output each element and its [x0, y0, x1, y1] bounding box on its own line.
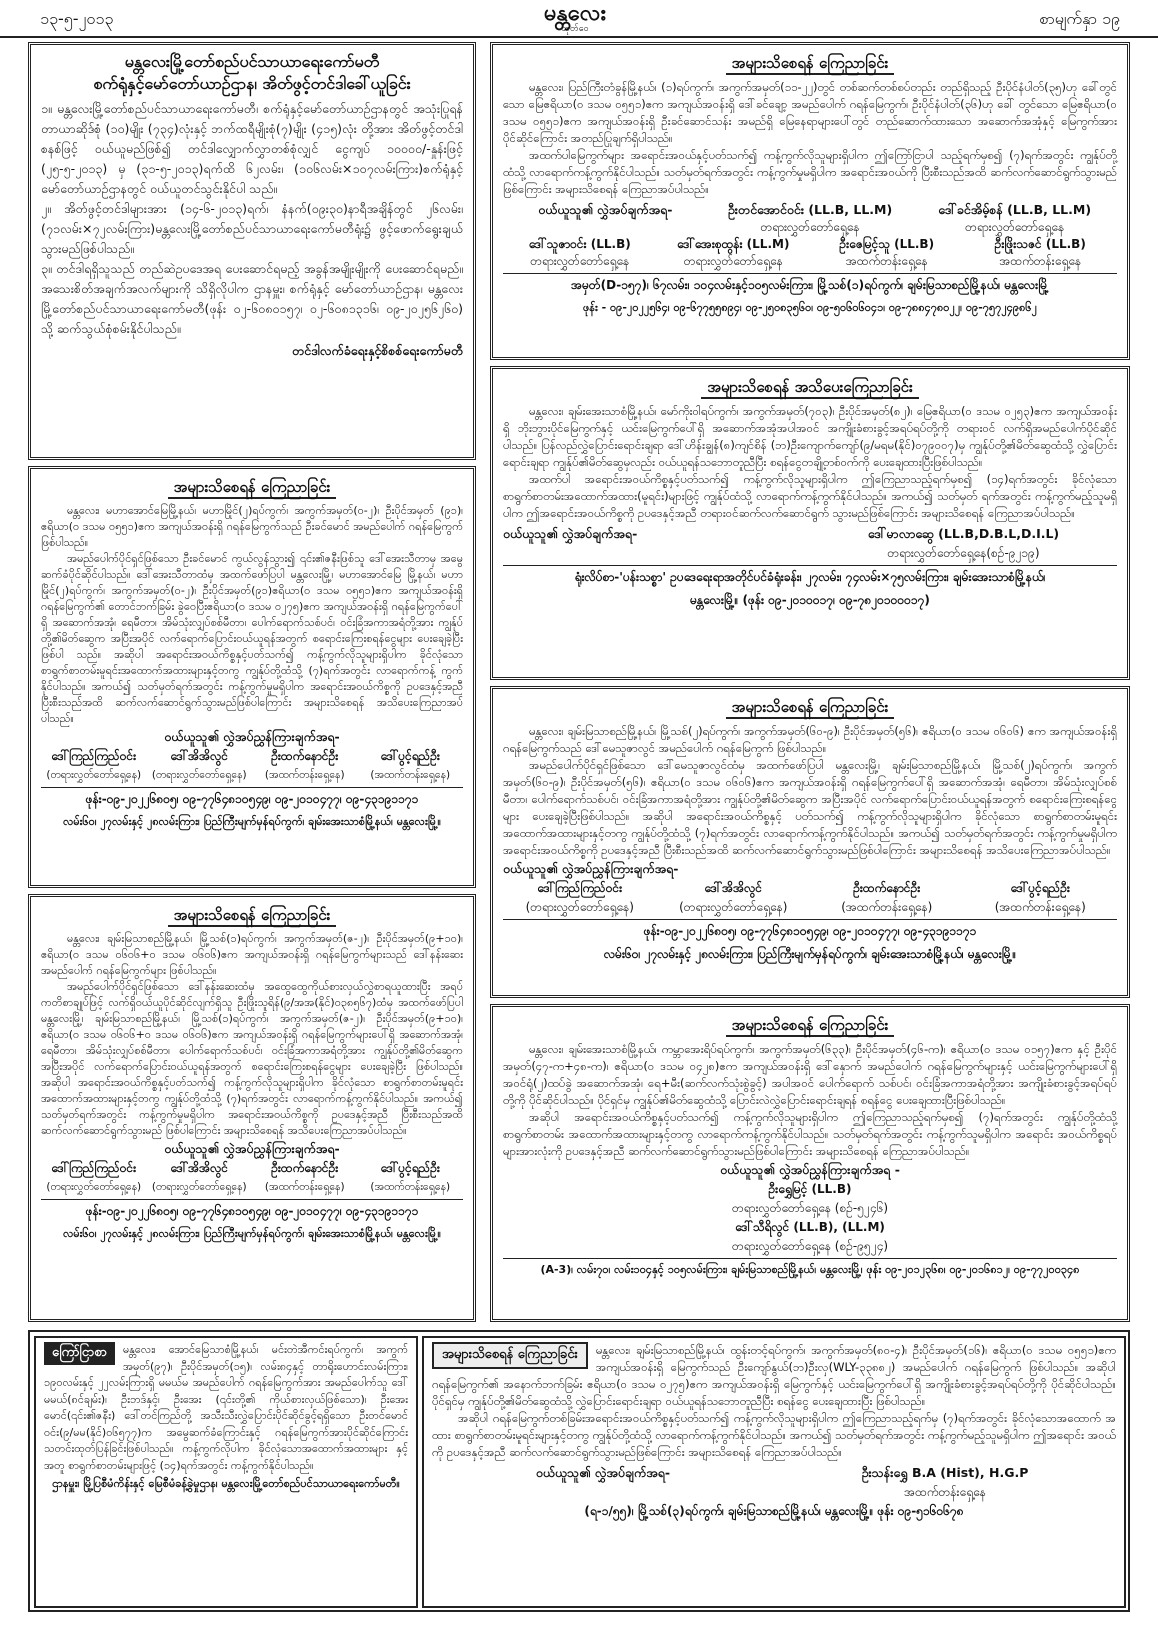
notice-2-lawyers	[503, 200, 1117, 270]
notice-4-para-1: မန္တလေး၊ ချမ်းအေးသာစံမြို့နယ်၊ မော်ကိုးဝါရပ်ကွက်၊ အကွက်အမှတ်(၇၀၃)၊ ဦးပိုင်အမှတ်(၈၂)၊ မြေဧရိယာ(၀ ဒသမ ၀၂၅၃)ဧက အကျယ်အဝန်းရှိ ဘိုးဘွားပိုင်မြေကွက်နှင့် ယင်းမြေကွက်ပေါ်ရှိ အဆောက်အအုံအပါအဝင် အကျိုးခံစားခွင့်အရပ်ရပ်တို့ကို တရားဝင် လက်ရှိအမည်ပေါက်ပိုင်ဆိုင်ပါသည်။ ပြန်လည်လွှဲပြောင်းရောင်းချရာ ဒေါ်ဟိန်းချွန်(၈)ကျင်စိန် (ဘ)ဦးကျောက်ကျော်(၉/မရမ(နိုင်)၀၇၉၀၀၇)မှ ကျွန်ုပ်တို့၏မိတ်ဆွေထံသို့ လွှဲပြောင်းရောင်းချရာ ကျွန်ုပ်၏မိတ်ဆွေမှလည်း ဝယ်ယူရန်သဘောတူညီပြီး စရန်ငွေတချို့တစ်ဝက်ကို ပေးချေထားပြီးဖြစ်ပါသည်။	[503, 404, 1117, 469]
notice-5-lawyer-2: ဒေါ်အိအိလွင်	[704, 881, 763, 895]
notice-9-para-1: မန္တလေး၊ ချမ်းမြသာစည်မြို့နယ်၊ ထွန်းတင့်ရပ်ကွက်၊ အကွက်အမှတ်(၈၀-၄)၊ ဦးပိုင်အမှတ်(၁၆)၊ ဧရိယာ(၀ ဒသမ ၀၅၅၁)ဧက အကျယ်အဝန်းရှိ မြေကွက်သည် ဦးကျော်နွယ်(ဘ)ဦးလှ(WLY-၃၃၈၈၂) အမည်ပေါက် ဂရန်မြေကွက် ဖြစ်ပါသည်။ အဆိုပါ ဂရန်မြေကွက်၏ အနောက်ဘက်ခြမ်း ဧရိယာ(၀ ဒသမ ၀၂၇၅)ဧက အကျယ်အဝန်းရှိ မြေကွက်နှင့် ယင်းမြေကွက်ပေါ်ရှိ အကျိုးခံစားခွင့်အရပ်ရပ်တို့ကို ပိုင်ဆိုင်ပါသည်။ ပိုင်ရှင်မှ ကျွန်ုပ်တို့၏မိတ်ဆွေထံသို့ လွှဲပြောင်းရောင်းချရာ ဝယ်ယူရန်သဘောတူညီပြီး စရန်ငွေ ပေးချေထားပြီး ဖြစ်ပါသည်။	[432, 1343, 1116, 1408]
notice-3-role-3: (အထက်တန်းရှေ့နေ)	[264, 769, 345, 781]
masthead-logo	[510, 2, 640, 34]
notice-7-para-2: အဆိုပါ အရောင်းအဝယ်ကိစ္စနှင့်ပတ်သက်၍ ကန့်ကွက်လိုသူများရှိပါက ဤကြေညာသည့်ရက်မှစ၍ (၇)ရက်အတွင်း ကျွန်ုပ်တို့ထံသို့ စာရွက်စာတမ်း အထောက်အထားများနှင့်တကွ လာရောက်ကန့်ကွက်နိုင်ပါသည်။ သတ်မှတ်ရက်အတွင်း ကန့်ကွက်သူမရှိပါက အရောင်း အဝယ်ကိစ္စရပ်များအားလုံးကို ဥပဒေနှင့်အညီ ဆက်လက်ဆောင်ရွက်သွားမည်ဖြစ်ပါကြောင်း အများသိစေရန် ကြေညာအပ်ပါသည်။	[503, 1110, 1117, 1158]
notice-2-address: အမှတ်(D-၁၅၇)၊ ၆၇လမ်း၊ ၁၀၄လမ်းနှင့်၁၀၅လမ်းကြား၊ မြို့သစ်(၁)ရပ်ကွက်၊ ချမ်းမြသာစည်မြို့နယ်၊ မန္တလေးမြို့	[503, 273, 1117, 294]
notice-7-footer: (A-3)၊ လမ်း၇၀၊ လမ်း၁၀၄နှင့် ၁၀၅လမ်းကြား၊ ချမ်းမြသာစည်မြို့နယ်၊ မန္တလေးမြို့၊ ဖုန်း ၀၉-၂၀၁၂၃၆၈၊ ၀၉-၂၀၁၆၈၁၂၊ ၀၉-၇၇၂၀၀၃၄၈	[503, 1258, 1117, 1279]
notice-6-address: လမ်း၆၀၊ ၂၇လမ်းနှင့် ၂၈လမ်းကြား၊ ပြည်ကြီးမျက်မှန်ရပ်ကွက်၊ ချမ်းအေးသာစံမြို့နယ်၊ မန္တလေးမြို့။	[63, 1227, 441, 1240]
notice-5-phones: ဖုန်း-၀၉-၂၀၂၂၆၈၀၅၊ ၀၉-၇၇၆၄၈၁၀၅၄၉၊ ၀၉-၂၀၁၀၄၇၇၊ ၀၉-၄၃၁၉၁၁၇၁	[503, 919, 1117, 940]
notice-4-lawyer-role: တရားလွှတ်တော်ရှေ့နေ(စဉ်-၉၂၁၉)	[887, 546, 1040, 560]
notice-3-role-2: (တရားလွှတ်တော်ရှေ့နေ)	[151, 769, 247, 781]
notice-6-role-3: (အထက်တန်းရှေ့နေ)	[264, 1181, 345, 1193]
notice-6-para-2: အမည်ပေါက်ပိုင်ရှင်ဖြစ်သော ဒေါ်နန်းဆေးထံမှ အထွေထွေကိုယ်စားလှယ်လွှဲစာရယူထားပြီး အရပ် ကတိစာချုပ်ဖြင့် လက်ရှိဝယ်ယူပိုင်ဆိုင်လျက်ရှိသူ ဦးဖြိုးသူရိန်(၉/အအ(နိုင်)၀၃၈၅၆၇)ထံမှ အထက်ဖော်ပြပါ မန္တလေးမြို့၊ ချမ်းမြသာစည်မြို့နယ်၊ မြို့သစ်(၁)ရပ်ကွက်၊ အကွက်အမှတ်(ဇ-၂)၊ ဦးပိုင်အမှတ်(၉+၁၀)၊ ဧရိယာ(၀ ဒသမ ၀၆၀၆+၀ ဒသမ ၀၆၀၆)ဧက အကျယ်အဝန်းရှိ ဂရန်မြေကွက်များပေါ်ရှိ အဆောက်အအုံ၊ ရေမီတာ၊ အိမ်သုံးလျှပ်စစ်မီတာ၊ ပေါက်ရောက်သစ်ပင်၊ ဝင်းခြံအကာအရံတို့အား ကျွန်ုပ်တို့၏မိတ်ဆွေက အပြီးအပိုင် လက်ရောက်ပြောင်းဝယ်ယူရန်အတွက် စရောင်းကြေးစရန်ငွေများ ပေးချေခဲ့ပြီး ဖြစ်ပါသည်။ အဆိုပါ အရောင်းအဝယ်ကိစ္စနှင့်ပတ်သက်၍ ကန့်ကွက်လိုသူများရှိပါက ခိုင်လုံသော စာရွက်စာတမ်းမူရင်း အထောက်အထားများနှင့်တကွ ကျွန်ုပ်တို့ထံသို့ (၇)ရက်အတွင်း လာရောက်ကန့်ကွက်နိုင်ပါသည်။ အကယ်၍ သတ်မှတ်ရက်အတွင်း ကန့်ကွက်မှုမရှိပါက အရောင်းအဝယ်ကိစ္စကို ဥပဒေနှင့်အညီ ပြီးစီးသည်အထိ ဆက်လက်ဆောင်ရွက်သွားမည် ဖြစ်ပါကြောင်း အများသိစေရန် အသိပေးကြေညာအပ်ပါသည်။	[41, 980, 463, 1137]
notice-2-buyer-label: ဝယ်ယူသူ၏ လွှဲအပ်ချက်အရ-	[538, 202, 673, 217]
notice-9-para-2: အဆိုပါ ဂရန်မြေကွက်တစ်ခြမ်းအရောင်းအဝယ်ကိစ္စနှင့်ပတ်သက်၍ ကန့်ကွက်လိုသူများရှိပါက ဤကြေညာသည့်ရက်မှ (၇)ရက်အတွင်း ခိုင်လုံသောအထောက် အထား စာရွက်စာတမ်းမူရင်းများနှင့်တကွ ကျွန်ုပ်တို့ထံသို့ လာရောက်ကန့်ကွက်နိုင်ပါသည်။ အကယ်၍ သတ်မှတ်ရက်အတွင်း ကန့်ကွက်မည့်သူမရှိပါက ဤအရောင်း အဝယ်ကို ဥပဒေနှင့်အညီ ဆက်လက်ဆောင်ရွက်သွားမည်ဖြစ်ကြောင်း အများသိစေရန် ကြေညာအပ်ပါသည်။	[432, 1411, 1116, 1459]
notice-9-role: အထက်တန်းရှေ့နေ	[904, 1485, 986, 1499]
notice-5-para-1: မန္တလေး၊ ချမ်းမြသာစည်မြို့နယ်၊ မြို့သစ်(၂)ရပ်ကွက်၊ အကွက်အမှတ်(၆၀-၉)၊ ဦးပိုင်အမှတ်(၅၆)၊ ဧရိယာ(၀ ဒသမ ၀၆၀၆) ဧက အကျယ်အဝန်းရှိ ဂရန်မြေကွက်သည် ဒေါ်မေသူဇာလွင် အမည်ပေါက် ဂရန်မြေကွက် ဖြစ်ပါသည်။	[503, 724, 1117, 755]
notice-2-title: အများသိစေရန် ကြေညာခြင်း	[503, 53, 1117, 75]
notice-6-lawyer-2: ဒေါ်အိအိလွင်	[170, 1161, 229, 1175]
notice-2-lawyer-4: ဒေါ်အေးစုထွန်း (LL.M)	[677, 237, 790, 251]
notice-5-address: လမ်း၆၀၊ ၂၇လမ်းနှင့် ၂၈လမ်းကြား၊ ပြည်ကြီးမျက်မှန်ရပ်ကွက်၊ ချမ်းအေးသာစံမြို့နယ်၊ မန္တလေးမြို့။	[603, 947, 1017, 961]
notice-3-role-4: (အထက်တန်းရှေ့နေ)	[370, 769, 451, 781]
notice-7-title: အများသိစေရန် ကြေညာခြင်း	[503, 1015, 1117, 1037]
notice-3-buyer-label: ဝယ်ယူသူ၏ လွှဲအပ်ညွှန်ကြားချက်အရ-	[164, 729, 340, 744]
notice-4-buyer-label: ဝယ်ယူသူ၏ လွှဲအပ်ချက်အရ-	[503, 526, 638, 541]
notice-2-lawyer-5: ဦးဇေမြင့်သူ (LL.B)	[839, 237, 935, 251]
notice-2-lawyer-6: ဦးဖြိုးသဇင် (LL.B)	[994, 237, 1086, 251]
public-notice-2	[490, 42, 1130, 360]
notice-6-phones: ဖုန်း-၀၉-၂၀၂၂၆၈၀၅၊ ၀၉-၇၇၆၄၈၁၀၅၄၉၊ ၀၉-၂၀၁၀၄၇၇၊ ၀၉-၄၃၁၉၁၁၇၁	[41, 1199, 463, 1220]
notice-4-phones: မန္တလေးမြို့။ (ဖုန်း ၀၉-၂၀၁၀၀၁၇၊ ၀၉-၇၈၂၀၁၀၀၀၁၇)	[690, 593, 930, 607]
notice-2-para-2: အထက်ပါမြေကွက်များ အရောင်းအဝယ်နှင့်ပတ်သက်၍ ကန့်ကွက်လိုသူများရှိပါက ဤကြော်ငြာပါ သည့်ရက်မှစ၍ (၇)ရက်အတွင်း ကျွန်ုပ်တို့ထံသို့ လာရောက်ကန့်ကွက်နိုင်ပါသည်။ သတ်မှတ်ရက်အတွင်း ကန့်ကွက်မှုမရှိပါက အရောင်းအဝယ်ကို ပြီးစီးသည်အထိ ဆက်လက်ဆောင်ရွက်သွားမည်ဖြစ်ကြောင်း အများသိစေရန် ကြေညာအပ်ပါသည်။	[503, 148, 1117, 196]
notice-7-role-1: တရားလွှတ်တော်ရှေ့နေ (စဉ်-၅၂၄၆)	[731, 1201, 889, 1215]
notice-6-buyer-label: ဝယ်ယူသူ၏ လွှဲအပ်ညွှန်ကြားချက်အရ-	[164, 1141, 340, 1156]
notice-6-lawyer-3: ဦးထက်နောင်ဦး	[271, 1161, 339, 1175]
notice-3-para-1: မန္တလေး၊ မဟာအောင်မြေမြို့နယ်၊ မဟာမြိုင်(၂)ရပ်ကွက်၊ အကွက်အမှတ်(၀-၂)၊ ဦးပိုင်အမှတ် (၉၁)၊ ဧရိယာ(၀ ဒသမ ၀၅၅၁)ဧက အကျယ်အဝန်းရှိ ဂရန်မြေကွက်သည် ဦးခင်မောင် အမည်ပေါက် ဂရန်မြေကွက် ဖြစ်ပါသည်။	[41, 504, 463, 549]
notice-5-lawyer-4: ဒေါ်ပွင့်ရည်ဦး	[1010, 881, 1070, 895]
notice-5-title: အများသိစေရန် ကြေညာခြင်း	[503, 697, 1117, 719]
public-notice-7	[490, 1004, 1130, 1322]
tender-notice	[28, 42, 476, 460]
notice-3-lawyer-2: ဒေါ်အိအိလွင်	[170, 749, 229, 763]
public-notice-5	[490, 686, 1130, 998]
notice-3-role-1: (တရားလွှတ်တော်ရှေ့နေ)	[46, 769, 142, 781]
page-number: စာမျက်နှာ ၁၉	[1039, 9, 1120, 28]
notice-5-lawyer-1: ဒေါ်ကြည်ကြည်ဝင်း	[537, 881, 623, 895]
announcement-notice	[34, 1336, 418, 1608]
public-notice-4	[490, 366, 1130, 680]
notice-5-buyer-label: ဝယ်ယူသူ၏ လွှဲအပ်ညွှန်ကြားချက်အရ-	[503, 861, 679, 876]
notice-6-role-1: (တရားလွှတ်တော်ရှေ့နေ)	[46, 1181, 142, 1193]
tender-title-2: စက်ရုံနှင့်မော်တော်ယာဉ်ဌာန၊ အိတ်ဖွင့်တင်ဒါခေါ်ယူခြင်း	[93, 74, 411, 93]
notice-2-lawyer-4-role: တရားလွှတ်တော်ရှေ့နေ	[683, 254, 783, 268]
tender-para-3: ၃။ တင်ဒါရရှိသူသည် တည်ဆဲဥပဒေအရ ပေးဆောင်ရမည့် အခွန်အမျိုးမျိုးကို ပေးဆောင်ရမည်။ အသေးစိတ်အချက်အလက်များကို သိရှိလိုပါက ဌာနမှူး၊ စက်ရုံနှင့် မော်တော်ယာဉ်ဌာန၊ မန္တလေးမြို့တော်စည်ပင်သာယာရေးကော်မတီ(ဖုန်း ၀၂-၆၀၈၀၁၅၇၊ ၀၂-၆၀၈၁၃၁၆၊ ၀၉-၂၀၂၅၆၂၆၀) သို့ ဆက်သွယ်စုံစမ်းနိုင်ပါသည်။	[41, 261, 463, 336]
notice-9-lawyer: ဦးသန်းရွှေ B.A (Hist), H.G.P	[861, 1465, 1029, 1480]
public-notice-9	[422, 1336, 1126, 1608]
notice-9-address: (ရ-၁/၅၅)၊ မြို့သစ်(၃)ရပ်ကွက်၊ ချမ်းမြသာစည်မြို့နယ်၊ မန္တလေးမြို့။ ဖုန်း ၀၉-၅၁၆၀၆၇၈	[584, 1504, 964, 1518]
notice-6-role-2: (တရားလွှတ်တော်ရှေ့နေ)	[151, 1181, 247, 1193]
notice-2-lawyer-3-role: တရားလွှတ်တော်ရှေ့နေ	[530, 254, 630, 268]
notice-2-lawyer-1-role: တရားလွှတ်တော်ရှေ့နေ	[760, 220, 860, 234]
notice-6-lawyer-1: ဒေါ်ကြည်ကြည်ဝင်း	[51, 1161, 137, 1175]
page-date: ၁၃-၅-၂၀၁၃	[40, 9, 114, 28]
announcement-body: မန္တလေး၊ အောင်မြေသာစံမြို့နယ်၊ မင်းတဲအီကင်းရပ်ကွက်၊ အကွက်အမှတ်(၉၇)၊ ဦးပိုင်အမှတ်(၁၅)၊ လမ်း၈၄နှင့် တာရိုးဟောင်းလမ်းကြား၊ ၁၉၀လမ်းနှင့် ၂၂လမ်းကြားရှိ မမယ်မ အမည်ပေါက် ဂရန်မြေကွက်အား အမည်ပေါက်သူ ဒေါ်မမယ်(၈င်ချမ်း)၊ ဦးဘဒ်နှင့်၊ ဦးအေး (၎င်းတို့၏ ကိုယ်စားလှယ်ဖြစ်သော)၊ ဦးအေးမောင်(၎င်း၏ဇနီး) ဒေါ်တင်ကြည်တို့ အသီးသီးလွှဲပြောင်းပိုင်ဆိုင်ခွင့်ရရှိသော ဦးတင်မောင် ဝင်း(၉/မမ(နိုင်)၀၆၅၇၇)က အမွေဆက်ခံကြောင်းနှင့် ဂရန်မြေကွက်အားပိုင်ဆိုင်ကြောင်း သတင်းထုတ်ပြန်ခြင်းဖြစ်ပါသည်။ ကန့်ကွက်လိုပါက ခိုင်လုံသောအထောက်အထားများ နှင့်အတူ စာရွက်စာတမ်းများဖြင့် (၁၄)ရက်အတွင်း ကန့်ကွက်နိုင်ပါသည်။	[44, 1343, 408, 1472]
notice-7-buyer-label: ဝယ်ယူသူ၏ လွှဲအပ်ညွှန်ကြားချက်အရ -	[720, 1162, 900, 1177]
notice-6-para-1: မန္တလေး၊ ချမ်းမြသာစည်မြို့နယ်၊ မြို့သစ်(၁)ရပ်ကွက်၊ အကွက်အမှတ်(ဇ-၂)၊ ဦးပိုင်အမှတ်(၉+၁၀)၊ ဧရိယာ(၀ ဒသမ ၀၆၀၆+၀ ဒသမ ၀၆၀၆)ဧက အကျယ်အဝန်းရှိ ဂရန်မြေကွက်များသည် ဒေါ်နန်းဆေး အမည်ပေါက် ဂရန်မြေကွက်များ ဖြစ်ပါသည်။	[41, 932, 463, 977]
masthead-title: မန္တလေး	[543, 0, 607, 26]
notice-5-role-1: (တရားလွှတ်တော်ရှေ့နေ)	[525, 900, 634, 914]
notice-6-role-4: (အထက်တန်းရှေ့နေ)	[370, 1181, 451, 1193]
notice-5-role-2: (တရားလွှတ်တော်ရှေ့နေ)	[679, 900, 788, 914]
notice-5-lawyer-3: ဦးထက်နောင်ဦး	[853, 881, 921, 895]
notice-2-lawyer-2-role: တရားလွှတ်တော်ရှေ့နေ	[965, 220, 1065, 234]
notice-6-lawyer-4: ဒေါ်ပွင့်ရည်ဦး	[380, 1161, 440, 1175]
public-notice-3	[28, 466, 476, 888]
tender-title-1: မန္တလေးမြို့တော်စည်ပင်သာယာရေးကော်မတီ	[124, 52, 380, 71]
notice-5-para-2: အမည်ပေါက်ပိုင်ရှင်ဖြစ်သော ဒေါ်မေသူဇာလွင်ထံမှ အထက်ဖော်ပြပါ မန္တလေးမြို့၊ ချမ်းမြသာစည်မြို့နယ်၊ မြို့သစ်(၂)ရပ်ကွက်၊ အကွက်အမှတ်(၆၀-၉)၊ ဦးပိုင်အမှတ်(၅၆)၊ ဧရိယာ(၀ ဒသမ ၀၆၀၆)ဧက အကျယ်အဝန်းရှိ ဂရန်မြေကွက်ပေါ်ရှိ အဆောက်အအုံ၊ ရေမီတာ၊ အိမ်သုံးလျှပ်စစ်မီတာ၊ ပေါက်ရောက်သစ်ပင်၊ ဝင်းခြံအကာအရံတို့အား ကျွန်ုပ်တို့၏မိတ်ဆွေက အပြီးအပိုင် လက်ရောက်ပြောင်းဝယ်ယူရန်အတွက် စရောင်းကြေးစရန်ငွေများ ပေးချေခဲ့ပြီးဖြစ်ပါသည်။ အဆိုပါ အရောင်းအဝယ်ကိစ္စနှင့် ပတ်သက်၍ ကန့်ကွက်လိုသူများရှိပါက ခိုင်လုံသော စာရွက်စာတမ်းမူရင်းအထောက်အထားများနှင့်တကွ ကျွန်ုပ်တို့ထံသို့ (၇)ရက်အတွင်း လာရောက်ကန့်ကွက်နိုင်ပါသည်။ အကယ်၍ သတ်မှတ်ရက်အတွင်း ကန့်ကွက်မှုမရှိပါက အရောင်းအဝယ်ကိစ္စကို ဥပဒေနှင့်အညီ ပြီးစီးသည်အထိ ဆက်လက်ဆောင်ရွက်သွားမည်ဖြစ်ပါကြောင်း အများသိစေရန် အသိပေးကြေညာအပ်ပါသည်။	[503, 758, 1117, 857]
notice-4-lawyer: ဒေါ်မာလာဆွေ (LL.B,D.B.L,D.I.L)	[867, 526, 1060, 541]
notice-4-office: ရုံးလိပ်စာ-'ပန်းသစ္စာ' ဥပဒေရေးရာအတိုင်ပင်ခံရုံးခန်း၊ ၂၇လမ်း၊ ၇၄လမ်း×၇၅လမ်းကြား၊ ချမ်းအေးသာစံမြို့နယ်၊	[503, 565, 1117, 586]
notice-2-lawyer-1: ဦးတင်အောင်ဝင်း (LL.B, LL.M)	[727, 202, 893, 217]
public-notice-6	[28, 894, 476, 1322]
tender-para-1: ၁။ မန္တလေးမြို့တော်စည်ပင်သာယာရေးကော်မတီ၊ စက်ရုံနှင့်မော်တော်ယာဉ်ဌာနတွင် အသုံးပြုရန် တာယာဆိုဒ်စုံ (၁၀)မျိုး (၇၃၄)လုံးနှင့် ဘက်ထရီမျိုးစုံ(၇)မျိုး (၄၁၅)လုံး တို့အား အိတ်ဖွင့်တင်ဒါစနစ်ဖြင့် ဝယ်ယူမည်ဖြစ်၍ တင်ဒါလျှောက်လွှာတစ်စုံလျှင် ငွေကျပ် ၁၀၀၀၀/-နှုန်းဖြင့် (၂၅-၅-၂၀၁၃) မှ (၃၁-၅-၂၀၁၃)ရက်ထိ ၆၂လမ်း၊ (၁၀၆လမ်း×၁၀၇လမ်းကြား)စက်ရုံနှင့်မော်တော်ယာဉ်ဌာနတွင် ဝယ်ယူတင်သွင်းနိုင်ပါ သည်။	[41, 101, 463, 196]
masthead-subtitle: ထုတ်ဝေ	[561, 24, 589, 34]
notice-7-para-1: မန္တလေး၊ ချမ်းအေးသာစံမြို့နယ်၊ ကမ္ဘာအေးရိပ်ရပ်ကွက်၊ အကွက်အမှတ်(၆၃၃)၊ ဦးပိုင်အမှတ်(၄၆-က)၊ ဧရိယာ(၀ ဒသမ ၀၁၅၇)ဧက နှင့် ဦးပိုင်အမှတ်(၄၇-က+၄၈-က)၊ ဧရိယာ(၀ ဒသမ ၀၄၂၈)ဧက အကျယ်အဝန်းရှိ ဒေါ်နှောက် အမည်ပေါက် ဂရန်မြေကွက်များနှင့် ယင်းမြေကွက်များပေါ်ရှိ အဝင်ရုံ(၂)ထပ်ခွဲ အဆောက်အအုံ၊ ရေ+မီး(ဆက်လက်သုံးစွဲခွင့်) အပါအဝင် ပေါက်ရောက် သစ်ပင်၊ ဝင်းခြံအကာအရံတို့အား အကျိုးခံစားခွင့်အရပ်ရပ်တို့ကို ပိုင်ဆိုင်ပါသည်။ ပိုင်ရှင်မှ ကျွန်ုပ်၏မိတ်ဆွေထံသို့ ပြောင်းလဲလွှဲပြောင်းရောင်းချရန် စရန်ငွေ ပေးချေထားပြီးဖြစ်ပါသည်။	[503, 1042, 1117, 1107]
announcement-signature: ဌာနမှူး၊ မြို့ပြစီမံကိန်းနှင့် မြေစီမံခန့်ခွဲမှုဌာန၊ မန္တလေးမြို့တော်စည်ပင်သာယာရေးကော်မတီ။	[52, 1477, 400, 1490]
notice-7-lawyer-2: ဒေါ်သီရိလွင် (LL.B), (LL.M)	[735, 1220, 885, 1234]
tender-para-2: ၂။ အိတ်ဖွင့်တင်ဒါများအား (၁၄-၆-၂၀၁၃)ရက်၊ နံနက်(၀၉း၃၀)နာရီအချိန်တွင် ၂၆လမ်း၊ (၇၁လမ်း×၇၂လမ်းကြား)မန္တလေးမြို့တော်စည်ပင်သာယာရေးကော်မတီရုံး၌ ဖွင့်ဖောက်ရွေးချယ်သွားမည်ဖြစ်ပါသည်။	[41, 201, 463, 256]
notice-3-lawyer-3: ဦးထက်နောင်ဦး	[271, 749, 339, 763]
page-header	[0, 0, 1158, 38]
announcement-tag: ကြော်ငြာစာ	[44, 1342, 115, 1365]
notice-2-lawyer-6-role: အထက်တန်းရှေ့နေ	[999, 254, 1082, 268]
bottom-notices	[28, 1330, 1130, 1612]
notice-2-lawyer-2: ဒေါ်ခင်အိမ့်စန် (LL.B, LL.M)	[938, 202, 1092, 217]
notice-9-buyer-label: ဝယ်ယူသူ၏ လွှဲအပ်ချက်အရ-	[535, 1465, 671, 1480]
notice-3-para-2: အမည်ပေါက်ပိုင်ရှင်ဖြစ်သော ဦးခင်မောင် ကွယ်လွန်သွား၍ ၎င်း၏ဇနီးဖြစ်သူ ဒေါ်အေးသီတာမှ အမွေဆက်ခံပိုင်ဆိုင်ပါသည်။ ဒေါ်အေးသီတာထံမှ အထက်ဖော်ပြပါ မန္တလေးမြို့၊ မဟာအောင်မြေ မြို့နယ်၊ မဟာမြိုင်(၂)ရပ်ကွက်၊ အကွက်အမှတ်(၀-၂)၊ ဦးပိုင်အမှတ်(၉၁)ဧရိယာ(၀ ဒသမ ၀၅၅၁)ဧက အကျယ်အဝန်းရှိ ဂရန်မြေကွက်၏ တောင်ဘက်ခြမ်း ခွဲဝေပြီးဧရိယာ(၀ ဒသမ ၀၂၇၅)ဧက အကျယ်အဝန်းရှိ ဂရန်မြေကွက်ပေါ်ရှိ အဆောက်အအုံ၊ ရေမီတာ၊ အိမ်သုံးလျှပ်စစ်မီတာ၊ ပေါက်ရောက်သစ်ပင်၊ ဝင်းခြံအကာအရံတို့အား ကျွန်ုပ်တို့၏မိတ်ဆွေက အပြီးအပိုင် လက်ရောက်ပြောင်းဝယ်ယူရန်အတွက် စရောင်းကြေးစရန်ငွေများ ပေးချေခဲ့ပြီးဖြစ်ပါ သည်။ အဆိုပါ အရောင်းအဝယ်ကိစ္စနှင့်ပတ်သက်၍ ကန့်ကွက်လိုသူများရှိပါက ခိုင်လုံသော စာရွက်စာတမ်းမူရင်းအထောက်အထားများနှင့်တကွ ကျွန်ုပ်တို့ထံသို့ (၇)ရက်အတွင်း လာရောက်ကန့် ကွက်နိုင်ပါသည်။ အကယ်၍ သတ်မှတ်ရက်အတွင်း ကန့်ကွက်မှုမရှိပါက အရောင်းအဝယ်ကိစ္စကို ဥပဒေနှင့်အညီ ပြီးစီးသည်အထိ ဆက်လက်ဆောင်ရွက်သွားမည်ဖြစ်ပါကြောင်း အများသိစေရန် အသိပေးကြေညာအပ်ပါသည်။	[41, 552, 463, 725]
tender-signature: တင်ဒါလက်ခံရေးနှင့်စိစစ်ရေးကော်မတီ	[292, 343, 463, 358]
notice-3-lawyer-1: ဒေါ်ကြည်ကြည်ဝင်း	[51, 749, 137, 763]
notice-6-title: အများသိစေရန် ကြေညာခြင်း	[41, 905, 463, 927]
notice-3-phones: ဖုန်း-၀၉-၂၀၂၂၆၈၀၅၊ ၀၉-၇၇၆၄၈၁၀၅၄၉၊ ၀၉-၂၀၁၀၄၇၇၊ ၀၉-၄၃၁၉၁၁၇၁	[41, 787, 463, 808]
notice-3-lawyer-4: ဒေါ်ပွင့်ရည်ဦး	[380, 749, 440, 763]
notice-5-role-4: (အထက်တန်းရှေ့နေ)	[994, 900, 1086, 914]
notice-5-role-3: (အထက်တန်းရှေ့နေ)	[841, 900, 933, 914]
notice-2-para-1: မန္တလေး၊ ပြည်ကြီးတံခွန်မြို့နယ်၊ (၁)ရပ်ကွက်၊ အကွက်အမှတ်(၁၁-၂၂)တွင် တစ်ဆက်တစ်စပ်တည်း တည်ရှိသည့် ဦးပိုင်နံပါတ်(၃၅)ဟု ခေါ်တွင်သော မြေဧရိယာ(၀ ဒသမ ၀၅၅၁)ဧက အကျယ်အဝန်းရှိ ဒေါ်ခင်ချော့ အမည်ပေါက် ဂရန်မြေကွက်၊ ဦးပိုင်နံပါတ်(၃၆)ဟု ခေါ် တွင်သော မြေဧရိယာ(၀ ဒသမ ၀၅၅၁)ဧက အကျယ်အဝန်းရှိ ဦးခင်ဆောင်သန်း အမည်ရှိ မြေနေရာများပေါ်တွင် တည်ဆောက်ထားသော အဆောက်အအုံနှင့် မြေကွက်အား ပိုင်ဆိုင်ကြောင်း အတည်ပြုချက်ရှိပါသည်။	[503, 80, 1117, 145]
notice-2-phones: ဖုန်း - ၀၉-၂၀၂၂၅၆၄၊ ၀၉-၆၇၇၅၅၈၉၄၊ ၀၉-၂၅၀၈၃၅၆၀၊ ၀၉-၅၀၆၀၆၀၄၁၊ ၀၉-၇၈၈၄၇၈၀၂၂၊ ၀၉-၇၅၇၂၄၉၈၆၂	[583, 301, 1037, 314]
notice-2-lawyer-5-role: အထက်တန်းရှေ့နေ	[845, 254, 928, 268]
notice-4-para-2: အထက်ပါ အရောင်းအဝယ်ကိစ္စနှင့်ပတ်သက်၍ ကန့်ကွက်လိုသူများရှိပါက ဤကြေညာသည့်ရက်မှစ၍ (၁၄)ရက်အတွင်း ခိုင်လုံသော စာရွက်စာတမ်းအထောက်အထား(မူရင်း)များဖြင့် ကျွန်ုပ်ထံသို့ လာရောက်ကန့်ကွက်နိုင်ပါသည်။ အကယ်၍ သတ်မှတ် ရက်အတွင်း ကန့်ကွက်မည့်သူမရှိပါက ဤအရောင်းအဝယ်ကိစ္စကို ဥပဒေနှင့်အညီ တရားဝင်ဆက်လက်ဆောင်ရွက် သွားမည်ဖြစ်ကြောင်း အများသိစေရန် ကြေညာအပ်ပါသည်။	[503, 472, 1117, 520]
notice-9-tag: အများသိစေရန် ကြေညာခြင်း	[432, 1342, 588, 1369]
notice-7-role-2: တရားလွှတ်တော်ရှေ့နေ (စဉ်-၉၅၂၄)	[731, 1239, 889, 1253]
notice-2-lawyer-3: ဒေါ်သူဇာဝင်း (LL.B)	[528, 237, 631, 251]
notice-3-title: အများသိစေရန် ကြေညာခြင်း	[41, 477, 463, 499]
notice-4-title: အများသိစေရန် အသိပေးကြေညာခြင်း	[503, 377, 1117, 399]
notice-3-address: လမ်း၆၀၊ ၂၇လမ်းနှင့် ၂၈လမ်းကြား၊ ပြည်ကြီးမျက်မှန်ရပ်ကွက်၊ ချမ်းအေးသာစံမြို့နယ်၊ မန္တလေးမြို့။	[63, 815, 441, 828]
notice-7-lawyer-1: ဦးရွှေမြင့် (LL.B)	[768, 1182, 852, 1196]
